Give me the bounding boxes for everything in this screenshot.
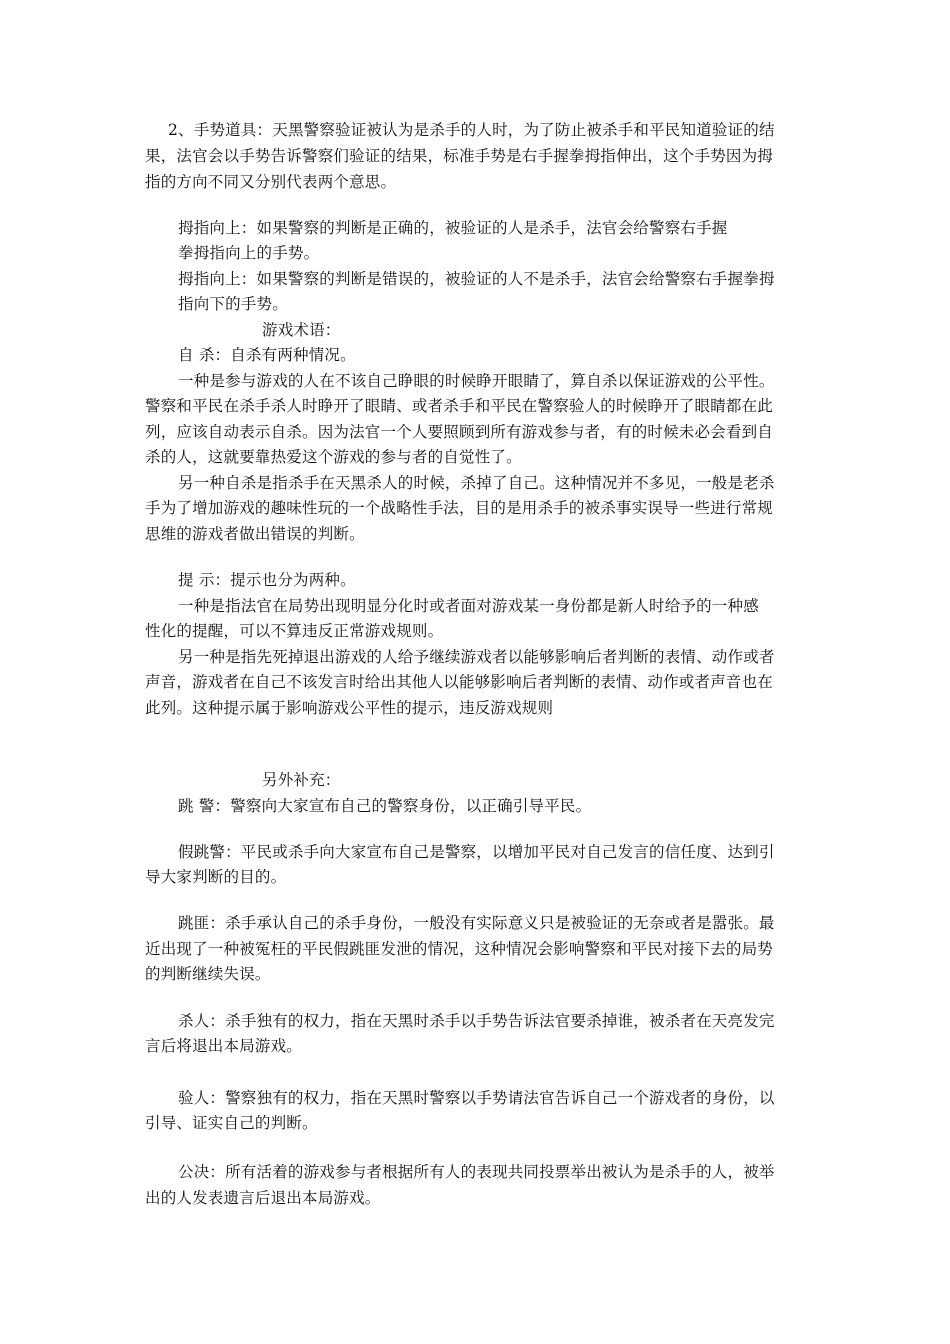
text-line: 公决：所有活着的游戏参与者根据所有人的表现共同投票举出被认为是杀手的人，被举 — [178, 1163, 775, 1181]
text-line: 假跳警：平民或杀手向大家宣布自己是警察，以增加平民对自己发言的信任度、达到引 — [178, 843, 775, 861]
text-line: 跳匪：杀手承认自己的杀手身份，一般没有实际意义只是被验证的无奈或者是嚣张。最 — [178, 914, 775, 932]
text-line: 列，应该自动表示自杀。因为法官一个人要照顾到所有游戏参与者，有的时候未必会看到自 — [145, 423, 774, 441]
term-heading: 自 杀：自杀有两种情况。 — [178, 346, 356, 364]
text-line: 另一种是指先死掉退出游戏的人给予继续游戏者以能够影响后者判断的表情、动作或者 — [178, 648, 775, 666]
section-heading: 游戏术语： — [262, 321, 341, 339]
text-line: 思维的游戏者做出错误的判断。 — [145, 525, 365, 543]
text-line: 出的人发表遗言后退出本局游戏。 — [145, 1189, 381, 1207]
text-line: 2、手势道具：天黑警察验证被认为是杀手的人时，为了防止被杀手和平民知道验证的结 — [168, 121, 775, 139]
text-line: 言后将退出本局游戏。 — [145, 1037, 303, 1055]
text-line: 导大家判断的目的。 — [145, 868, 287, 886]
text-line: 的判断继续失误。 — [145, 965, 271, 983]
text-line: 引导、证实自己的判断。 — [145, 1114, 318, 1132]
text-line: 另一种自杀是指杀手在天黑杀人的时候，杀掉了自己。这种情况并不多见，一般是老杀 — [178, 474, 775, 492]
text-line: 一种是参与游戏的人在不该自己睁眼的时候睁开眼睛了，算自杀以保证游戏的公平性。 — [178, 372, 775, 390]
text-line: 果，法官会以手势告诉警察们验证的结果，标准手势是右手握拳拇指伸出，这个手势因为拇 — [145, 147, 774, 165]
text-line: 警察和平民在杀手杀人时睁开了眼睛、或者杀手和平民在警察验人的时候睁开了眼睛都在此 — [145, 397, 774, 415]
text-line: 此列。这种提示属于影响游戏公平性的提示，违反游戏规则 — [145, 699, 554, 717]
text-line: 声音，游戏者在自己不该发言时给出其他人以能够影响后者判断的表情、动作或者声音也在 — [145, 673, 774, 691]
text-line: 拇指向上：如果警察的判断是正确的，被验证的人是杀手，法官会给警察右手握 — [178, 219, 728, 237]
text-line: 杀的人，这就要靠热爱这个游戏的参与者的自觉性了。 — [145, 448, 522, 466]
text-line: 性化的提醒，可以不算违反正常游戏规则。 — [145, 622, 444, 640]
term-heading: 提 示：提示也分为两种。 — [178, 571, 356, 589]
text-line: 指的方向不同又分别代表两个意思。 — [145, 173, 397, 191]
text-line: 一种是指法官在局势出现明显分化时或者面对游戏某一身份都是新人时给予的一种感 — [178, 597, 759, 615]
text-line: 杀人：杀手独有的权力，指在天黑时杀手以手势告诉法官要杀掉谁，被杀者在天亮发完 — [178, 1012, 775, 1030]
text-line: 拇指向上：如果警察的判断是错误的，被验证的人不是杀手，法官会给警察右手握拳拇 — [178, 270, 775, 288]
text-line: 验人：警察独有的权力，指在天黑时警察以手势请法官告诉自己一个游戏者的身份，以 — [178, 1089, 775, 1107]
text-line: 跳 警：警察向大家宣布自己的警察身份，以正确引导平民。 — [178, 797, 592, 815]
text-line: 拳拇指向上的手势。 — [178, 244, 320, 262]
section-heading: 另外补充： — [262, 771, 341, 789]
text-line: 指向下的手势。 — [178, 295, 288, 313]
text-line: 近出现了一种被冤枉的平民假跳匪发泄的情况，这种情况会影响警察和平民对接下去的局势 — [145, 940, 774, 958]
text-line: 手为了增加游戏的趣味性玩的一个战略性手法，目的是用杀手的被杀事实误导一些进行常规 — [145, 499, 774, 517]
